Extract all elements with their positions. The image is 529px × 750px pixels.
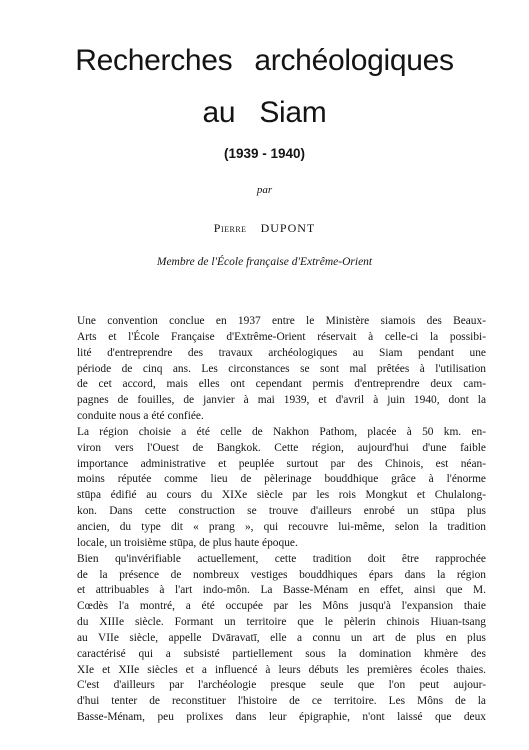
text-line: moins réputée comme lieu de pèlerinage bouddhique grâce à l'énorme <box>77 473 486 486</box>
author <box>0 221 529 236</box>
by-line: par <box>256 184 273 196</box>
text-line: pagnes de fouilles, de janvier à mai 1939, et d'avril à juin 1940, dont la <box>77 394 486 407</box>
text-line: ancien, du type dit « prang », qui recouvre lui-même, selon la tradition <box>77 520 486 533</box>
text-line: Bien qu'invérifiable actuellement, cette tradition doit être rapprochée <box>77 552 486 565</box>
paragraph-3 <box>60 552 486 679</box>
title-line-2: au Siam <box>202 96 327 129</box>
author-last-name: DUPONT <box>260 221 316 235</box>
text-line: du XIIIe siècle. Formant un territoire que le pèlerin chinois Hiuan-tsang <box>77 616 486 629</box>
text-line: kon. Dans cette construction se trouve d'ailleurs enrobé un stūpa plus <box>77 505 486 518</box>
author-first-name: Pierre <box>213 221 247 235</box>
title-line-1: Recherches archéologiques <box>75 44 454 77</box>
text-line: au VIIe siècle, appelle Dvāravatī, elle a connu un art de plus en plus <box>77 631 486 644</box>
paragraph-2 <box>60 425 486 552</box>
date-range: (1939 - 1940) <box>223 146 306 161</box>
text-line: lité d'entreprendre des travaux archéologiques au Siam pendant une <box>77 346 486 359</box>
text-line: stūpa édifié au cours du XIXe siècle par les rois Mongkut et Chulalong- <box>77 489 486 502</box>
text-line: de cet accord, mais elles ont cependant permis d'entreprendre deux cam- <box>77 378 486 391</box>
text-line: période de cinq ans. Les circonstances se sont mal prêtées à l'utilisation <box>77 362 486 375</box>
text-line: Cœdès l'a montré, a été occupée par les Môns jusqu'à l'expansion thaie <box>77 600 486 613</box>
text-line: Arts et l'École Française d'Extrême-Orient réservait à celle-ci la possibi- <box>77 330 486 343</box>
text-line: de la présence de nombreux vestiges bouddhiques épars dans la région <box>77 568 486 581</box>
author-affiliation: Membre de l'École française d'Extrême-Orient <box>156 256 373 268</box>
text-line: caractérisé qui a subsisté partiellement sous la domination khmère des <box>77 647 486 660</box>
text-line: Une convention conclue en 1937 entre le Ministère siamois des Beaux- <box>77 315 486 327</box>
text-line: XIe et XIIe siècles et a influencé à leurs débuts les premières écoles thaies. <box>77 663 486 676</box>
text-line: et attribuables à l'art indo-môn. La Basse-Ménam en effet, ainsi que M. <box>77 584 486 597</box>
text-line: C'est d'ailleurs par l'archéologie presque seule que l'on peut aujour- <box>77 679 486 692</box>
article-body <box>60 314 486 726</box>
text-line: La région choisie a été celle de Nakhon Pathom, placée à 50 km. en- <box>77 425 486 438</box>
text-line: Basse-Ménam, peu prolixes dans leur épigraphie, n'ont laissé que deux <box>77 711 486 724</box>
paragraph-4 <box>60 678 486 726</box>
text-line: importance administrative et peuplée surtout par des Chinois, est néan- <box>77 457 486 470</box>
text-line: conduite nous a été confiée. <box>77 410 204 423</box>
text-line: viron vers l'Ouest de Bangkok. Cette région, aujourd'hui d'une faible <box>77 441 486 454</box>
paragraph-1 <box>60 314 486 425</box>
text-line: d'hui tenter de reconstituer l'histoire de ce territoire. Les Môns de la <box>77 695 486 708</box>
text-line: locale, un troisième stūpa, de plus haute époque. <box>77 536 298 549</box>
